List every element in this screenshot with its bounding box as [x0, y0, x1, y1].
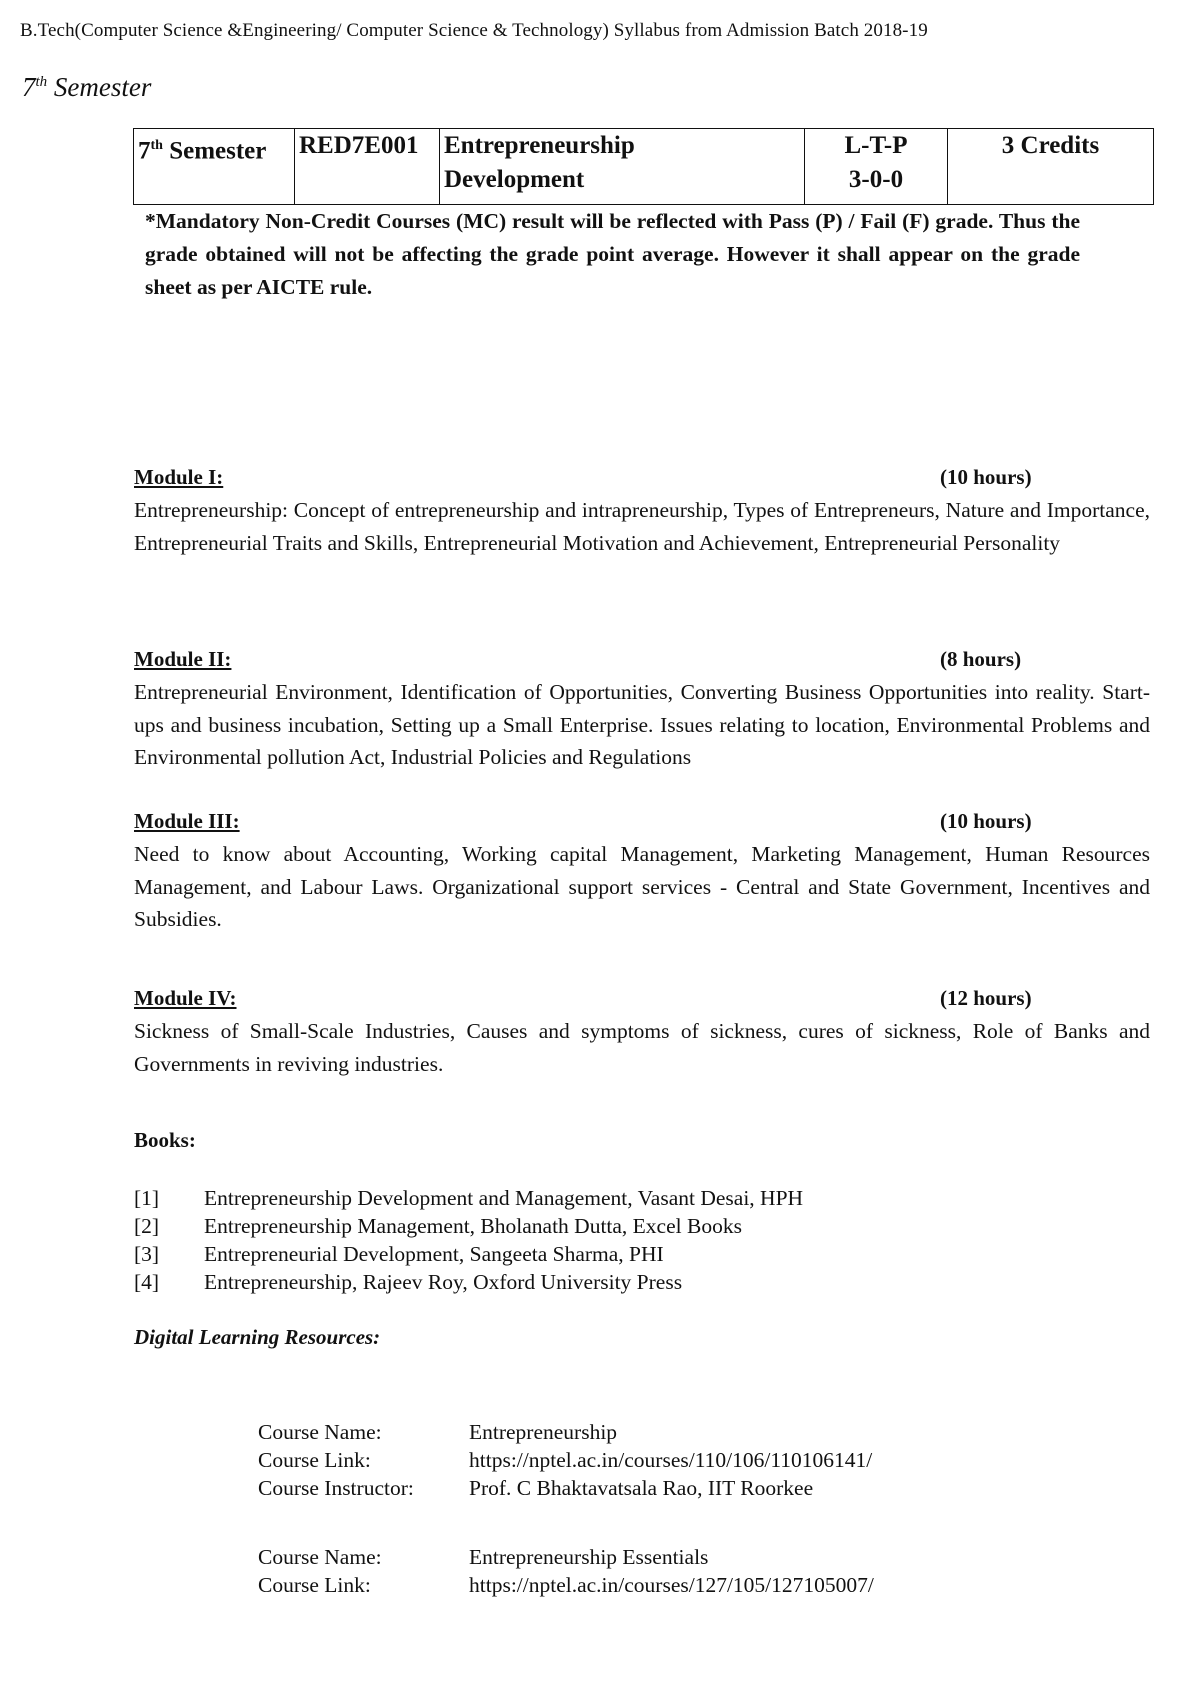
module-3-heading [134, 809, 1044, 834]
module-1-hours: (10 hours) [940, 465, 1032, 489]
book-text: Entrepreneurship Development and Management, Vasant Desai, HPH [204, 1186, 804, 1210]
resource-2-name-label: Course Name: [258, 1545, 382, 1569]
course-semester-suffix: th [150, 138, 163, 153]
book-text: Entrepreneurship Management, Bholanath Dutta, Excel Books [204, 1214, 742, 1238]
module-3-name: Module III: [134, 809, 240, 833]
book-number: [4] [134, 1270, 160, 1294]
semester-heading-suffix: th [35, 74, 48, 90]
resource-2-link[interactable]: https://nptel.ac.in/courses/127/105/127105007/ [469, 1573, 874, 1597]
book-item [134, 1270, 682, 1295]
book-text: Entrepreneurship, Rajeev Roy, Oxford University Press [204, 1270, 683, 1294]
book-number: [2] [134, 1214, 160, 1238]
semester-heading-number: 7 [22, 72, 36, 102]
module-4-hours: (12 hours) [940, 986, 1032, 1010]
book-item [134, 1214, 742, 1239]
module-4-name: Module IV: [134, 986, 237, 1010]
book-number: [1] [134, 1186, 160, 1210]
course-title-line1: Entrepreneurship [444, 132, 635, 159]
resource-1-link-label: Course Link: [258, 1448, 371, 1472]
course-ltp-label: L-T-P [844, 132, 908, 159]
module-1-name: Module I: [134, 465, 224, 489]
books-title: Books: [134, 1128, 196, 1152]
course-title-line2: Development [444, 166, 585, 193]
course-ltp-cell [805, 129, 948, 205]
module-4-heading [134, 986, 1044, 1011]
course-semester-cell [134, 129, 295, 205]
course-credits-cell: 3 Credits [948, 129, 1154, 205]
book-text: Entrepreneurial Development, Sangeeta Sharma, PHI [204, 1242, 664, 1266]
book-item [134, 1242, 664, 1267]
module-2-name: Module II: [134, 647, 232, 671]
module-1-heading [134, 465, 1044, 490]
resource-1-name: Entrepreneurship [469, 1420, 618, 1444]
module-2-hours: (8 hours) [940, 647, 1022, 671]
book-item [134, 1186, 803, 1211]
course-title-cell [440, 129, 805, 205]
resource-1-instructor-label: Course Instructor: [258, 1476, 414, 1500]
course-semester-number: 7 [138, 137, 151, 165]
course-ltp-value: 3-0-0 [848, 166, 904, 193]
module-2-text: Entrepreneurial Environment, Identification of Opportunities, Converting Business Opportunities into reality. Start-ups and business incubation, Setting up a Small Enterprise. Issues relating to location, Environmental Problems and Environmental pollution Act, Industrial Policies and Regulations [134, 680, 1150, 769]
course-semester-word: Semester [169, 137, 267, 165]
course-code-cell: RED7E001 [295, 129, 440, 205]
module-4-text: Sickness of Small-Scale Industries, Causes and symptoms of sickness, cures of sickness, Role of Banks and Governments in reviving industries. [134, 1019, 1150, 1076]
mandatory-note: *Mandatory Non-Credit Courses (MC) result will be reflected with Pass (P) / Fail (F) grade. Thus the grade obtained will not be affecting the grade point average. However it shall appear on the grade sheet as per AICTE rule. [145, 209, 1080, 299]
course-info-table [133, 128, 1154, 205]
digital-resources-title: Digital Learning Resources: [134, 1325, 381, 1349]
resource-1-name-label: Course Name: [258, 1420, 382, 1444]
course-row [134, 129, 1154, 205]
resource-2-name: Entrepreneurship Essentials [469, 1545, 709, 1569]
semester-heading [22, 72, 151, 103]
book-number: [3] [134, 1242, 160, 1266]
module-2-heading [134, 647, 1044, 672]
document-header: B.Tech(Computer Science &Engineering/ Computer Science & Technology) Syllabus from Admission Batch 2018-19 [20, 20, 928, 41]
module-3-text: Need to know about Accounting, Working capital Management, Marketing Management, Human Resources Management, and Labour Laws. Organizational support services - Central and State Government, Incentives and Subsidies. [134, 842, 1150, 931]
semester-heading-word: Semester [53, 72, 152, 102]
resource-2-link-label: Course Link: [258, 1573, 371, 1597]
resource-1-instructor: Prof. C Bhaktavatsala Rao, IIT Roorkee [469, 1476, 814, 1500]
resource-1-link[interactable]: https://nptel.ac.in/courses/110/106/110106141/ [469, 1448, 873, 1472]
module-3-hours: (10 hours) [940, 809, 1032, 833]
module-1-text: Entrepreneurship: Concept of entrepreneurship and intrapreneurship, Types of Entrepreneurs, Nature and Importance, Entrepreneurial Traits and Skills, Entrepreneurial Motivation and Achievement, Entrepreneurial Personality [134, 498, 1150, 555]
